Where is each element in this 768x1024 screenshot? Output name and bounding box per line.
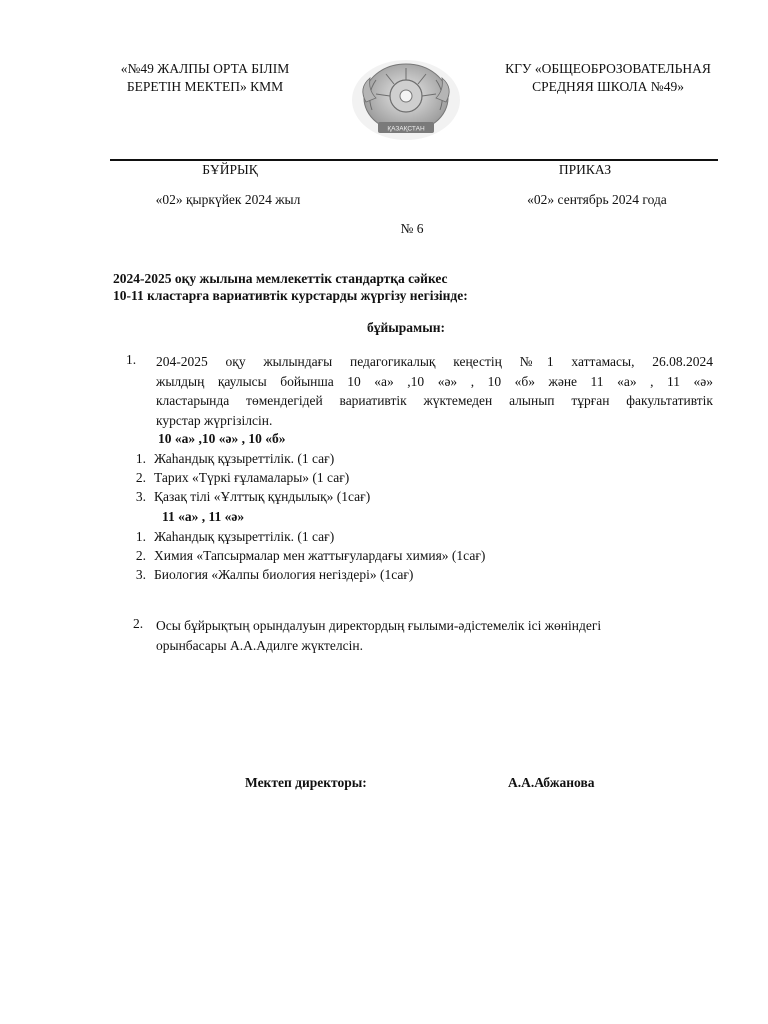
list-item-number: 2.: [135, 470, 146, 485]
item1-number: 1.: [126, 352, 137, 367]
list-item-number: 3.: [135, 567, 146, 582]
order-subject-line2: 10-11 кластарға вариативтік курстарды жүргізу негізінде:: [113, 288, 468, 303]
order-number: № 6: [400, 221, 424, 236]
group1-title: 10 «а» ,10 «ә» , 10 «б»: [158, 431, 286, 446]
header-divider: [110, 159, 718, 161]
signature-role: Мектеп директоры:: [245, 775, 367, 790]
order-title-kz: БҰЙРЫҚ: [202, 162, 258, 177]
order-subject-line1: 2024-2025 оқу жылына мемлекеттік стандартқа сәйкес: [113, 271, 448, 286]
school-name-kz: [100, 60, 310, 96]
list-item: [124, 528, 334, 546]
order-title-ru: ПРИКАЗ: [558, 162, 612, 177]
order-subject: [113, 270, 673, 304]
item2-paragraph: [156, 616, 716, 655]
signature-name: А.А.Абжанова: [508, 775, 595, 790]
list-item: [124, 488, 370, 506]
group2-title: 11 «а» , 11 «ә»: [162, 509, 245, 524]
school-name-kz-line2: БЕРЕТІН МЕКТЕП» КММ: [126, 79, 284, 94]
list-item: [124, 469, 349, 487]
item1-line1: 204-2025 оқу жылындағы педагогикалық кеңестің №1 хаттамасы, 26.08.2024: [156, 354, 713, 369]
decree-word: бұйырамын:: [366, 320, 446, 335]
item2-line2: орынбасары А.А.Адилге жүктелсін.: [156, 637, 363, 653]
list-item-number: 2.: [135, 548, 146, 563]
list-item: [124, 566, 413, 584]
school-name-ru-line1: КГУ «ОБЩЕОБРОЗОВАТЕЛЬНАЯ: [505, 61, 711, 76]
item2-line1: Осы бұйрықтың орындалуын директордың ғылыми-әдістемелік ісі жөніндегі: [156, 618, 602, 633]
list-item-number: 1.: [135, 529, 146, 544]
emblem-text: ҚАЗАҚСТАН: [387, 125, 425, 133]
item1-paragraph: [156, 352, 713, 430]
school-name-ru-line2: СРЕДНЯЯ ШКОЛА №49»: [532, 79, 684, 94]
list-item-text: Қазақ тілі «Ұлттық құндылық» (1сағ): [154, 489, 371, 504]
item1-line3: кластарында төмендегідей вариативтік жүктемеден алынып тұрған факультативтік: [156, 393, 713, 408]
item1-line4: курстар жүргізілсін.: [156, 412, 273, 428]
school-name-kz-line1: «№49 ЖАЛПЫ ОРТА БІЛІМ: [120, 61, 290, 76]
order-date-ru: «02» сентябрь 2024 года: [527, 192, 667, 207]
list-item-text: Тарих «Түркі ғұламалары» (1 сағ): [154, 470, 350, 485]
list-item-number: 3.: [135, 489, 146, 504]
list-item-text: Химия «Тапсырмалар мен жаттығулардағы химия» (1сағ): [154, 548, 486, 563]
list-item-number: 1.: [135, 451, 146, 466]
item2-number: 2.: [133, 616, 144, 631]
list-item-text: Биология «Жалпы биология негіздері» (1сағ): [154, 567, 414, 582]
list-item: [124, 547, 485, 565]
list-item-text: Жаһандық құзыреттілік. (1 сағ): [154, 529, 335, 544]
school-name-ru: [490, 60, 726, 96]
item1-line2: жылдың қаулысы бойынша 10 «а» ,10 «ә» , 10 «б» және 11 «а» , 11 «ә»: [156, 373, 713, 389]
order-date-kz: «02» қыркүйек 2024 жыл: [155, 192, 301, 207]
list-item: [124, 450, 334, 468]
list-item-text: Жаһандық құзыреттілік. (1 сағ): [154, 451, 335, 466]
state-emblem: [348, 58, 464, 142]
emblem-icon: [348, 58, 464, 142]
